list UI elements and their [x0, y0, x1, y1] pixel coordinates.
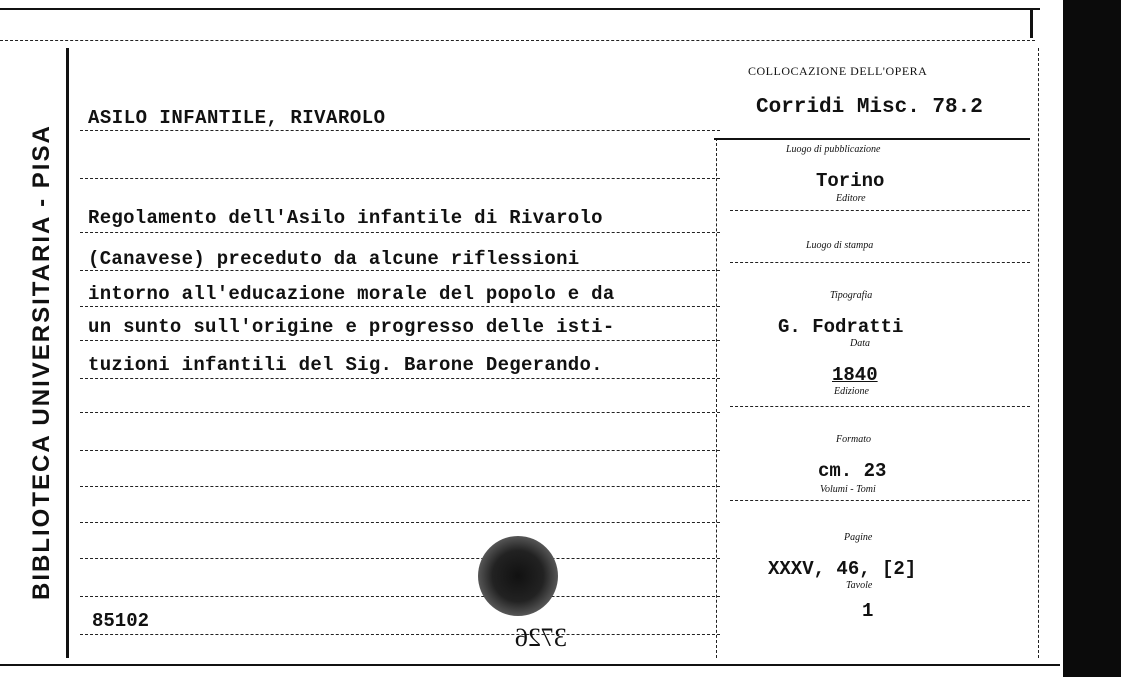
description-line: intorno all'educazione morale del popolo e da: [88, 283, 615, 305]
ruled-line: [80, 412, 720, 413]
place-value: Torino: [816, 170, 885, 192]
ruled-line: [80, 306, 720, 307]
column-top-rule: [714, 138, 1030, 140]
description-line: Regolamento dell'Asilo infantile di Rivarolo: [88, 207, 603, 229]
publisher-label: Editore: [836, 193, 866, 204]
handwritten-note: 3726: [515, 623, 567, 652]
shelfmark: Corridi Misc. 78.2: [756, 96, 983, 119]
date-value: 1840: [832, 364, 878, 386]
bottom-border: [0, 664, 1060, 666]
description-line: tuzioni infantili del Sig. Barone Degerando.: [88, 354, 603, 376]
ruled-line: [80, 522, 720, 523]
right-edge: [1038, 48, 1039, 658]
description-line: un sunto sull'origine e progresso delle isti-: [88, 316, 615, 338]
ruled-line: [80, 378, 720, 379]
card-title: ASILO INFANTILE, RIVAROLO: [88, 107, 386, 129]
print-place-label: Luogo di stampa: [806, 240, 874, 251]
volumes-label: Volumi - Tomi: [820, 484, 876, 495]
ruled-line: [80, 340, 720, 341]
right-rule: [730, 500, 1030, 501]
right-rule: [730, 406, 1030, 407]
format-value: cm. 23: [818, 460, 887, 482]
place-label: Luogo di pubblicazione: [786, 144, 881, 155]
format-label: Formato: [836, 434, 871, 445]
ruled-line: [80, 130, 720, 131]
ruled-line: [80, 270, 720, 271]
inventory-number: 85102: [92, 610, 150, 632]
ruled-line: [80, 558, 720, 559]
plates-value: 1: [862, 600, 874, 622]
library-stamp-text: BIBLIOTECA UNIVERSITARIA - PISA: [28, 124, 55, 600]
printer-label: Tipografia: [830, 290, 873, 301]
right-rule: [730, 262, 1030, 263]
ink-stamp: [478, 536, 558, 616]
ruled-line: [80, 486, 720, 487]
column-divider: [716, 138, 717, 658]
ruled-line: [80, 596, 720, 597]
pages-label: Pagine: [844, 532, 873, 543]
top-border-2: [0, 40, 1035, 41]
edition-label: Edizione: [834, 386, 869, 397]
ruled-line: [80, 178, 720, 179]
ruled-line: [80, 634, 720, 635]
margin-rule: [66, 48, 69, 658]
right-rule: [730, 210, 1030, 211]
top-border: [0, 8, 1040, 10]
ruled-line: [80, 232, 720, 233]
pages-value: XXXV, 46, [2]: [768, 558, 917, 580]
plates-label: Tavole: [846, 580, 873, 591]
date-label: Data: [850, 338, 870, 349]
printer-value: G. Fodratti: [778, 316, 904, 338]
ruled-line: [80, 450, 720, 451]
description-line: (Canavese) preceduto da alcune riflessioni: [88, 248, 580, 270]
corner-mark: [1030, 8, 1033, 38]
scan-edge: [1063, 0, 1121, 677]
collocation-header: COLLOCAZIONE DELL'OPERA: [748, 64, 928, 78]
